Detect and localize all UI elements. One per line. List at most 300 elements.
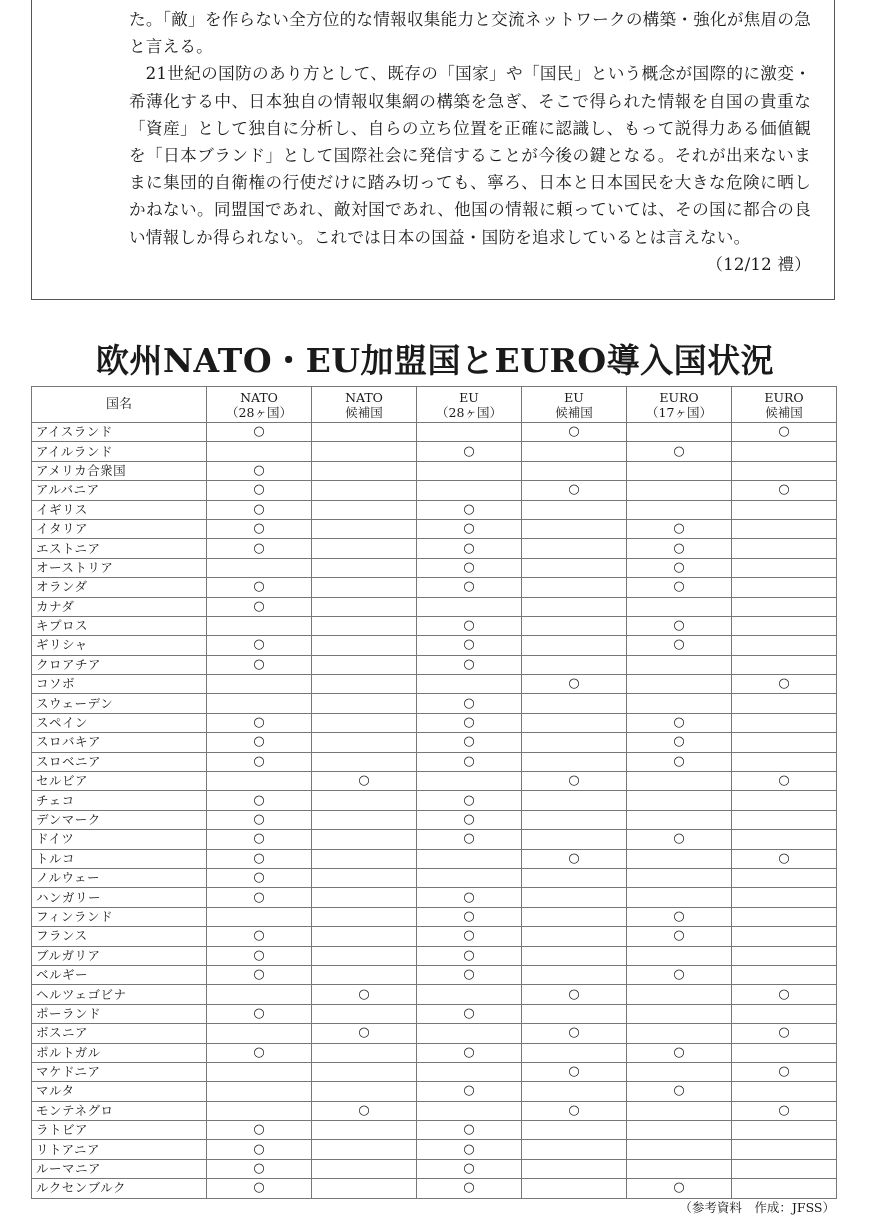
empty-cell <box>732 578 837 597</box>
empty-cell <box>207 616 312 635</box>
table-row <box>32 558 837 577</box>
membership-mark: ○ <box>417 1043 522 1062</box>
empty-cell <box>522 830 627 849</box>
table-row <box>32 810 837 829</box>
country-name: スロベニア <box>32 752 207 771</box>
empty-cell <box>312 578 417 597</box>
country-name: ハンガリー <box>32 888 207 907</box>
membership-mark: ○ <box>417 791 522 810</box>
empty-cell <box>732 810 837 829</box>
empty-cell <box>312 791 417 810</box>
country-name: ブルガリア <box>32 946 207 965</box>
empty-cell <box>522 1179 627 1198</box>
empty-cell <box>522 907 627 926</box>
membership-table <box>31 386 837 1199</box>
empty-cell <box>522 616 627 635</box>
membership-mark: ○ <box>732 1024 837 1043</box>
membership-mark: ○ <box>207 1004 312 1023</box>
empty-cell <box>627 694 732 713</box>
table-row <box>32 1024 837 1043</box>
empty-cell <box>732 927 837 946</box>
country-name: ドイツ <box>32 830 207 849</box>
table-row <box>32 1062 837 1081</box>
membership-mark: ○ <box>522 985 627 1004</box>
membership-mark: ○ <box>417 927 522 946</box>
header-line1: EU <box>564 389 584 405</box>
table-row <box>32 1082 837 1101</box>
empty-cell <box>732 597 837 616</box>
empty-cell <box>627 946 732 965</box>
table-row <box>32 597 837 616</box>
empty-cell <box>312 481 417 500</box>
membership-mark: ○ <box>417 539 522 558</box>
empty-cell <box>627 888 732 907</box>
empty-cell <box>732 558 837 577</box>
country-name: セルビア <box>32 772 207 791</box>
empty-cell <box>732 830 837 849</box>
membership-mark: ○ <box>207 810 312 829</box>
membership-mark: ○ <box>417 888 522 907</box>
membership-mark: ○ <box>627 578 732 597</box>
membership-mark: ○ <box>627 519 732 538</box>
membership-mark: ○ <box>417 965 522 984</box>
membership-mark: ○ <box>207 1159 312 1178</box>
empty-cell <box>732 500 837 519</box>
empty-cell <box>732 1159 837 1178</box>
empty-cell <box>522 1140 627 1159</box>
membership-mark: ○ <box>417 830 522 849</box>
country-name: リトアニア <box>32 1140 207 1159</box>
country-name: ルーマニア <box>32 1159 207 1178</box>
table-row <box>32 655 837 674</box>
membership-mark: ○ <box>417 1082 522 1101</box>
membership-mark: ○ <box>417 519 522 538</box>
empty-cell <box>207 1024 312 1043</box>
membership-mark: ○ <box>522 423 627 442</box>
membership-mark: ○ <box>627 927 732 946</box>
membership-mark: ○ <box>207 868 312 887</box>
empty-cell <box>732 791 837 810</box>
membership-mark: ○ <box>732 423 837 442</box>
header-line2: （28ヶ国） <box>436 404 502 420</box>
country-name: エストニア <box>32 539 207 558</box>
membership-mark: ○ <box>627 1043 732 1062</box>
country-name: モンテネグロ <box>32 1101 207 1120</box>
empty-cell <box>312 868 417 887</box>
empty-cell <box>312 1121 417 1140</box>
empty-cell <box>732 888 837 907</box>
empty-cell <box>522 868 627 887</box>
empty-cell <box>312 810 417 829</box>
empty-cell <box>522 965 627 984</box>
country-name: ボスニア <box>32 1024 207 1043</box>
country-name: デンマーク <box>32 810 207 829</box>
empty-cell <box>732 907 837 926</box>
table-row <box>32 1179 837 1198</box>
empty-cell <box>207 907 312 926</box>
empty-cell <box>522 694 627 713</box>
membership-mark: ○ <box>732 1101 837 1120</box>
country-name: カナダ <box>32 597 207 616</box>
essay-box <box>31 0 835 300</box>
empty-cell <box>207 694 312 713</box>
empty-cell <box>312 1062 417 1081</box>
empty-cell <box>207 1082 312 1101</box>
country-name: スロバキア <box>32 733 207 752</box>
membership-mark: ○ <box>207 713 312 732</box>
membership-mark: ○ <box>207 733 312 752</box>
membership-mark: ○ <box>417 1140 522 1159</box>
empty-cell <box>732 965 837 984</box>
empty-cell <box>732 1004 837 1023</box>
empty-cell <box>312 849 417 868</box>
empty-cell <box>417 423 522 442</box>
empty-cell <box>312 539 417 558</box>
membership-mark: ○ <box>207 1140 312 1159</box>
empty-cell <box>312 1159 417 1178</box>
membership-mark: ○ <box>522 481 627 500</box>
empty-cell <box>732 655 837 674</box>
membership-mark: ○ <box>627 616 732 635</box>
table-header-row <box>32 387 837 423</box>
header-line2: 候補国 <box>765 404 803 420</box>
header-line2: （28ヶ国） <box>226 404 292 420</box>
country-name: ラトビア <box>32 1121 207 1140</box>
empty-cell <box>312 965 417 984</box>
country-name: ベルギー <box>32 965 207 984</box>
table-row <box>32 772 837 791</box>
empty-cell <box>732 868 837 887</box>
empty-cell <box>522 442 627 461</box>
country-name: ヘルツェゴビナ <box>32 985 207 1004</box>
empty-cell <box>522 888 627 907</box>
empty-cell <box>732 713 837 732</box>
country-name: アルバニア <box>32 481 207 500</box>
country-name: マケドニア <box>32 1062 207 1081</box>
essay-text <box>129 6 811 278</box>
membership-mark: ○ <box>417 733 522 752</box>
empty-cell <box>312 713 417 732</box>
table-row <box>32 500 837 519</box>
empty-cell <box>312 946 417 965</box>
header-nato-candidates <box>312 387 417 423</box>
empty-cell <box>732 1179 837 1198</box>
membership-mark: ○ <box>732 849 837 868</box>
empty-cell <box>207 558 312 577</box>
empty-cell <box>312 597 417 616</box>
empty-cell <box>627 1062 732 1081</box>
membership-mark: ○ <box>627 907 732 926</box>
table-row <box>32 713 837 732</box>
membership-mark: ○ <box>417 616 522 635</box>
empty-cell <box>522 1121 627 1140</box>
membership-mark: ○ <box>522 675 627 694</box>
membership-mark: ○ <box>627 965 732 984</box>
empty-cell <box>522 1043 627 1062</box>
membership-mark: ○ <box>207 791 312 810</box>
empty-cell <box>627 500 732 519</box>
membership-mark: ○ <box>417 946 522 965</box>
table-row <box>32 1004 837 1023</box>
membership-mark: ○ <box>732 1062 837 1081</box>
membership-mark: ○ <box>417 578 522 597</box>
membership-mark: ○ <box>522 849 627 868</box>
membership-mark: ○ <box>207 1043 312 1062</box>
essay-signature: （12/12 禮） <box>706 254 811 274</box>
empty-cell <box>627 1101 732 1120</box>
membership-mark: ○ <box>207 849 312 868</box>
empty-cell <box>522 1004 627 1023</box>
table-row <box>32 849 837 868</box>
empty-cell <box>627 772 732 791</box>
membership-mark: ○ <box>417 1004 522 1023</box>
table-row <box>32 675 837 694</box>
empty-cell <box>207 675 312 694</box>
table-row <box>32 616 837 635</box>
empty-cell <box>732 752 837 771</box>
empty-cell <box>312 1140 417 1159</box>
country-name: ポルトガル <box>32 1043 207 1062</box>
empty-cell <box>732 539 837 558</box>
country-name: アイルランド <box>32 442 207 461</box>
membership-mark: ○ <box>417 500 522 519</box>
empty-cell <box>522 558 627 577</box>
empty-cell <box>627 985 732 1004</box>
membership-mark: ○ <box>207 655 312 674</box>
empty-cell <box>312 655 417 674</box>
empty-cell <box>312 830 417 849</box>
empty-cell <box>417 1101 522 1120</box>
membership-mark: ○ <box>207 927 312 946</box>
empty-cell <box>522 946 627 965</box>
empty-cell <box>522 733 627 752</box>
header-line1: EU <box>459 389 479 405</box>
empty-cell <box>732 733 837 752</box>
empty-cell <box>522 636 627 655</box>
empty-cell <box>627 675 732 694</box>
membership-mark: ○ <box>522 1062 627 1081</box>
country-name: マルタ <box>32 1082 207 1101</box>
country-name: オーストリア <box>32 558 207 577</box>
empty-cell <box>522 1159 627 1178</box>
empty-cell <box>312 442 417 461</box>
empty-cell <box>522 539 627 558</box>
membership-mark: ○ <box>627 636 732 655</box>
header-euro-members <box>627 387 732 423</box>
empty-cell <box>312 907 417 926</box>
empty-cell <box>627 849 732 868</box>
empty-cell <box>417 675 522 694</box>
table-row <box>32 1159 837 1178</box>
membership-mark: ○ <box>207 636 312 655</box>
empty-cell <box>627 791 732 810</box>
empty-cell <box>207 1101 312 1120</box>
header-line1: NATO <box>240 389 278 405</box>
table-row <box>32 636 837 655</box>
empty-cell <box>522 791 627 810</box>
table-title: 欧州NATO・EU加盟国とEURO導入国状況 <box>95 341 775 380</box>
header-line2: （17ヶ国） <box>646 404 712 420</box>
membership-mark: ○ <box>207 752 312 771</box>
empty-cell <box>312 733 417 752</box>
table-body <box>32 423 837 1199</box>
country-name: チェコ <box>32 791 207 810</box>
header-nato-members <box>207 387 312 423</box>
empty-cell <box>417 868 522 887</box>
empty-cell <box>732 946 837 965</box>
country-name: スウェーデン <box>32 694 207 713</box>
empty-cell <box>312 888 417 907</box>
membership-mark: ○ <box>522 1101 627 1120</box>
membership-mark: ○ <box>732 772 837 791</box>
membership-mark: ○ <box>627 1179 732 1198</box>
empty-cell <box>417 1062 522 1081</box>
empty-cell <box>627 655 732 674</box>
membership-mark: ○ <box>417 655 522 674</box>
membership-mark: ○ <box>627 733 732 752</box>
empty-cell <box>312 752 417 771</box>
empty-cell <box>732 442 837 461</box>
country-name: オランダ <box>32 578 207 597</box>
membership-mark: ○ <box>417 558 522 577</box>
table-row <box>32 442 837 461</box>
table-row <box>32 1043 837 1062</box>
table-row <box>32 985 837 1004</box>
membership-mark: ○ <box>207 539 312 558</box>
empty-cell <box>522 597 627 616</box>
country-name: フィンランド <box>32 907 207 926</box>
empty-cell <box>522 578 627 597</box>
membership-mark: ○ <box>732 985 837 1004</box>
membership-mark: ○ <box>417 907 522 926</box>
empty-cell <box>627 461 732 480</box>
empty-cell <box>417 985 522 1004</box>
membership-mark: ○ <box>207 1121 312 1140</box>
table-row <box>32 694 837 713</box>
table-row <box>32 868 837 887</box>
empty-cell <box>522 655 627 674</box>
country-name: アメリカ合衆国 <box>32 461 207 480</box>
membership-mark: ○ <box>207 965 312 984</box>
membership-mark: ○ <box>207 888 312 907</box>
table-row <box>32 927 837 946</box>
empty-cell <box>312 1004 417 1023</box>
source-note: （参考資料 作成：JFSS） <box>679 1200 835 1215</box>
membership-mark: ○ <box>207 946 312 965</box>
country-name: ポーランド <box>32 1004 207 1023</box>
table-row <box>32 578 837 597</box>
empty-cell <box>522 752 627 771</box>
table-row <box>32 1101 837 1120</box>
empty-cell <box>522 713 627 732</box>
membership-mark: ○ <box>522 1024 627 1043</box>
membership-mark: ○ <box>627 1082 732 1101</box>
table-row <box>32 481 837 500</box>
membership-mark: ○ <box>207 578 312 597</box>
table-row <box>32 752 837 771</box>
table-row <box>32 830 837 849</box>
header-line1: NATO <box>345 389 383 405</box>
empty-cell <box>207 772 312 791</box>
empty-cell <box>312 675 417 694</box>
empty-cell <box>207 985 312 1004</box>
header-line1: EURO <box>764 389 804 405</box>
empty-cell <box>312 1043 417 1062</box>
empty-cell <box>312 694 417 713</box>
membership-mark: ○ <box>417 752 522 771</box>
membership-mark: ○ <box>627 830 732 849</box>
membership-mark: ○ <box>417 810 522 829</box>
empty-cell <box>312 558 417 577</box>
membership-mark: ○ <box>417 1121 522 1140</box>
empty-cell <box>627 1024 732 1043</box>
country-name: クロアチア <box>32 655 207 674</box>
empty-cell <box>732 1043 837 1062</box>
empty-cell <box>522 519 627 538</box>
table-row <box>32 461 837 480</box>
empty-cell <box>732 636 837 655</box>
header-country-name: 国名 <box>32 387 207 423</box>
membership-mark: ○ <box>627 713 732 732</box>
empty-cell <box>627 810 732 829</box>
country-name: イギリス <box>32 500 207 519</box>
table-row <box>32 791 837 810</box>
empty-cell <box>627 423 732 442</box>
membership-mark: ○ <box>417 694 522 713</box>
country-name: ノルウェー <box>32 868 207 887</box>
empty-cell <box>312 461 417 480</box>
membership-mark: ○ <box>207 830 312 849</box>
membership-mark: ○ <box>207 461 312 480</box>
membership-mark: ○ <box>312 1101 417 1120</box>
empty-cell <box>522 500 627 519</box>
empty-cell <box>312 1082 417 1101</box>
membership-mark: ○ <box>732 675 837 694</box>
country-name: コソボ <box>32 675 207 694</box>
membership-mark: ○ <box>207 597 312 616</box>
membership-mark: ○ <box>207 481 312 500</box>
country-name: トルコ <box>32 849 207 868</box>
membership-mark: ○ <box>417 1179 522 1198</box>
empty-cell <box>417 1024 522 1043</box>
header-eu-members <box>417 387 522 423</box>
country-name: イタリア <box>32 519 207 538</box>
header-eu-candidates <box>522 387 627 423</box>
country-name: ギリシャ <box>32 636 207 655</box>
table-row <box>32 946 837 965</box>
header-line1: EURO <box>659 389 699 405</box>
empty-cell <box>627 1121 732 1140</box>
table-row <box>32 907 837 926</box>
empty-cell <box>417 849 522 868</box>
empty-cell <box>732 519 837 538</box>
empty-cell <box>732 1121 837 1140</box>
empty-cell <box>312 927 417 946</box>
membership-mark: ○ <box>312 1024 417 1043</box>
country-name: キプロス <box>32 616 207 635</box>
membership-mark: ○ <box>207 500 312 519</box>
membership-mark: ○ <box>417 713 522 732</box>
essay-paragraph-2: 21世紀の国防のあり方として、既存の「国家」や「国民」という概念が国際的に激変・希薄化する中、日本独自の情報収集網の構築を急ぎ、そこで得られた情報を自国の貴重な「資産」として独自に分析し、自らの立ち位置を正確に認識し、もって説得力ある価値観を「日本ブランド」として国際社会に発信することが今後の鍵となる。それが出来ないままに集団的自衛権の行使だけに踏み切っても、寧ろ、日本と日本国民を大きな危険に晒しかねない。同盟国であれ、敵対国であれ、他国の情報に頼っていては、その国に都合の良い情報しか得られない。これでは日本の国益・国防を追求しているとは言えない。 <box>129 64 811 247</box>
essay-paragraph-1: た。「敵」を作らない全方位的な情報収集能力と交流ネットワークの構築・強化が焦眉の急と言える。 <box>129 10 811 57</box>
empty-cell <box>732 694 837 713</box>
empty-cell <box>522 461 627 480</box>
membership-mark: ○ <box>207 1179 312 1198</box>
empty-cell <box>417 597 522 616</box>
empty-cell <box>207 1062 312 1081</box>
membership-mark: ○ <box>522 772 627 791</box>
table-row <box>32 888 837 907</box>
